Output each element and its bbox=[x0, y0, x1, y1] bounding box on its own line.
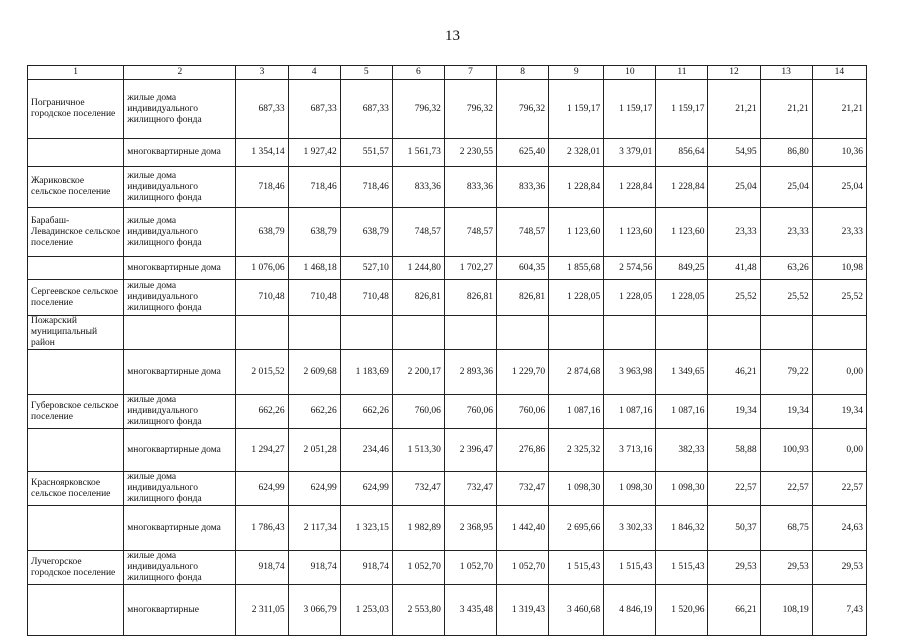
value-cell: 25,52 bbox=[708, 280, 760, 316]
value-cell: 624,99 bbox=[340, 472, 392, 506]
value-cell: 1 087,16 bbox=[656, 395, 708, 429]
value-cell: 3 302,33 bbox=[604, 506, 656, 551]
housing-type-cell: жилые дома индивидуального жилищного фонда bbox=[124, 208, 236, 257]
value-cell: 604,35 bbox=[497, 257, 549, 280]
value-cell: 25,52 bbox=[760, 280, 812, 316]
value-cell: 1 052,70 bbox=[497, 551, 549, 585]
value-cell: 1 228,84 bbox=[604, 167, 656, 208]
page-number: 13 bbox=[445, 28, 460, 44]
value-cell: 108,19 bbox=[760, 585, 812, 636]
value-cell: 748,57 bbox=[497, 208, 549, 257]
value-cell: 2 325,32 bbox=[549, 429, 604, 472]
value-cell: 760,06 bbox=[444, 395, 496, 429]
value-cell: 1 098,30 bbox=[656, 472, 708, 506]
table-row bbox=[28, 506, 867, 551]
value-cell: 29,53 bbox=[708, 551, 760, 585]
value-cell: 856,64 bbox=[656, 139, 708, 167]
value-cell bbox=[760, 316, 812, 350]
table-row bbox=[28, 80, 867, 139]
column-header: 9 bbox=[549, 66, 604, 80]
settlement-name-cell bbox=[28, 139, 124, 167]
value-cell: 1 228,84 bbox=[656, 167, 708, 208]
value-cell: 826,81 bbox=[444, 280, 496, 316]
housing-type-cell: жилые дома индивидуального жилищного фонда bbox=[124, 395, 236, 429]
value-cell: 2 609,68 bbox=[288, 350, 340, 395]
value-cell: 22,57 bbox=[708, 472, 760, 506]
table-row bbox=[28, 350, 867, 395]
value-cell: 3 713,16 bbox=[604, 429, 656, 472]
value-cell: 21,21 bbox=[812, 80, 866, 139]
table-row bbox=[28, 395, 867, 429]
value-cell: 66,21 bbox=[708, 585, 760, 636]
table-row bbox=[28, 167, 867, 208]
value-cell: 1 515,43 bbox=[549, 551, 604, 585]
value-cell: 58,88 bbox=[708, 429, 760, 472]
settlement-name-cell: Губеровское сельское поселение bbox=[28, 395, 124, 429]
value-cell: 624,99 bbox=[236, 472, 288, 506]
value-cell: 1 052,70 bbox=[444, 551, 496, 585]
value-cell: 276,86 bbox=[497, 429, 549, 472]
value-cell: 1 183,69 bbox=[340, 350, 392, 395]
value-cell bbox=[497, 316, 549, 350]
table-row bbox=[28, 208, 867, 257]
value-cell bbox=[392, 316, 444, 350]
value-cell: 918,74 bbox=[340, 551, 392, 585]
value-cell: 4 846,19 bbox=[604, 585, 656, 636]
value-cell: 918,74 bbox=[288, 551, 340, 585]
settlement-name-cell bbox=[28, 429, 124, 472]
housing-type-cell: многоквартирные дома bbox=[124, 429, 236, 472]
table-row bbox=[28, 472, 867, 506]
value-cell: 68,75 bbox=[760, 506, 812, 551]
settlement-name-cell: Барабаш-Левадинское сельское поселение bbox=[28, 208, 124, 257]
value-cell: 1 294,27 bbox=[236, 429, 288, 472]
value-cell: 710,48 bbox=[288, 280, 340, 316]
column-header: 3 bbox=[236, 66, 288, 80]
value-cell: 2 200,17 bbox=[392, 350, 444, 395]
value-cell: 234,46 bbox=[340, 429, 392, 472]
value-cell: 796,32 bbox=[497, 80, 549, 139]
value-cell: 7,43 bbox=[812, 585, 866, 636]
table-row bbox=[28, 257, 867, 280]
value-cell: 796,32 bbox=[392, 80, 444, 139]
column-header: 12 bbox=[708, 66, 760, 80]
value-cell: 1 159,17 bbox=[604, 80, 656, 139]
value-cell: 1 520,96 bbox=[656, 585, 708, 636]
value-cell: 1 354,14 bbox=[236, 139, 288, 167]
value-cell: 710,48 bbox=[340, 280, 392, 316]
column-header: 13 bbox=[760, 66, 812, 80]
value-cell: 22,57 bbox=[812, 472, 866, 506]
value-cell: 638,79 bbox=[340, 208, 392, 257]
tariff-table bbox=[27, 65, 867, 636]
value-cell: 2 893,36 bbox=[444, 350, 496, 395]
value-cell: 2 230,55 bbox=[444, 139, 496, 167]
value-cell: 25,04 bbox=[708, 167, 760, 208]
value-cell: 2 553,80 bbox=[392, 585, 444, 636]
value-cell: 1 349,65 bbox=[656, 350, 708, 395]
value-cell: 826,81 bbox=[497, 280, 549, 316]
value-cell: 1 076,06 bbox=[236, 257, 288, 280]
value-cell bbox=[236, 316, 288, 350]
value-cell bbox=[604, 316, 656, 350]
housing-type-cell: жилые дома индивидуального жилищного фонда bbox=[124, 167, 236, 208]
value-cell: 833,36 bbox=[392, 167, 444, 208]
value-cell bbox=[812, 316, 866, 350]
value-cell: 10,98 bbox=[812, 257, 866, 280]
value-cell: 732,47 bbox=[444, 472, 496, 506]
value-cell: 1 159,17 bbox=[549, 80, 604, 139]
value-cell: 25,04 bbox=[760, 167, 812, 208]
value-cell: 1 319,43 bbox=[497, 585, 549, 636]
value-cell: 796,32 bbox=[444, 80, 496, 139]
value-cell: 833,36 bbox=[497, 167, 549, 208]
settlement-name-cell bbox=[28, 585, 124, 636]
value-cell: 1 052,70 bbox=[392, 551, 444, 585]
table-row bbox=[28, 551, 867, 585]
value-cell: 3 379,01 bbox=[604, 139, 656, 167]
settlement-name-cell: Жариковское сельское поселение bbox=[28, 167, 124, 208]
table-row bbox=[28, 316, 867, 350]
value-cell: 748,57 bbox=[392, 208, 444, 257]
value-cell: 662,26 bbox=[236, 395, 288, 429]
value-cell: 3 435,48 bbox=[444, 585, 496, 636]
column-header: 14 bbox=[812, 66, 866, 80]
value-cell: 1 228,84 bbox=[549, 167, 604, 208]
housing-type-cell: многоквартирные дома bbox=[124, 350, 236, 395]
value-cell: 3 963,98 bbox=[604, 350, 656, 395]
table-row bbox=[28, 429, 867, 472]
value-cell: 25,52 bbox=[812, 280, 866, 316]
value-cell: 23,33 bbox=[760, 208, 812, 257]
value-cell: 625,40 bbox=[497, 139, 549, 167]
value-cell: 760,06 bbox=[392, 395, 444, 429]
value-cell: 86,80 bbox=[760, 139, 812, 167]
value-cell: 1 468,18 bbox=[288, 257, 340, 280]
value-cell: 826,81 bbox=[392, 280, 444, 316]
housing-type-cell: жилые дома индивидуального жилищного фонда bbox=[124, 551, 236, 585]
value-cell: 1 515,43 bbox=[656, 551, 708, 585]
value-cell bbox=[708, 316, 760, 350]
table-row bbox=[28, 280, 867, 316]
column-number-row bbox=[28, 66, 867, 80]
housing-type-cell: многоквартирные дома bbox=[124, 139, 236, 167]
value-cell: 1 561,73 bbox=[392, 139, 444, 167]
value-cell: 24,63 bbox=[812, 506, 866, 551]
value-cell: 849,25 bbox=[656, 257, 708, 280]
value-cell: 551,57 bbox=[340, 139, 392, 167]
column-header: 1 bbox=[28, 66, 124, 80]
settlement-name-cell: Сергеевское сельское поселение bbox=[28, 280, 124, 316]
value-cell bbox=[288, 316, 340, 350]
value-cell: 1 228,05 bbox=[656, 280, 708, 316]
value-cell: 19,34 bbox=[708, 395, 760, 429]
value-cell: 1 253,03 bbox=[340, 585, 392, 636]
settlement-name-cell bbox=[28, 257, 124, 280]
column-header: 11 bbox=[656, 66, 708, 80]
value-cell: 1 123,60 bbox=[549, 208, 604, 257]
value-cell: 1 244,80 bbox=[392, 257, 444, 280]
value-cell: 2 874,68 bbox=[549, 350, 604, 395]
table-row bbox=[28, 585, 867, 636]
column-header: 5 bbox=[340, 66, 392, 80]
value-cell: 2 311,05 bbox=[236, 585, 288, 636]
value-cell: 2 695,66 bbox=[549, 506, 604, 551]
housing-type-cell: жилые дома индивидуального жилищного фонда bbox=[124, 280, 236, 316]
value-cell: 1 123,60 bbox=[604, 208, 656, 257]
column-header: 4 bbox=[288, 66, 340, 80]
value-cell: 1 786,43 bbox=[236, 506, 288, 551]
value-cell: 100,93 bbox=[760, 429, 812, 472]
housing-type-cell: многоквартирные bbox=[124, 585, 236, 636]
housing-type-cell: жилые дома индивидуального жилищного фонда bbox=[124, 80, 236, 139]
housing-type-cell bbox=[124, 316, 236, 350]
column-header: 2 bbox=[124, 66, 236, 80]
value-cell: 2 396,47 bbox=[444, 429, 496, 472]
settlement-name-cell: Пограничное городское поселение bbox=[28, 80, 124, 139]
value-cell: 63,26 bbox=[760, 257, 812, 280]
value-cell: 382,33 bbox=[656, 429, 708, 472]
column-header: 10 bbox=[604, 66, 656, 80]
value-cell: 25,04 bbox=[812, 167, 866, 208]
settlement-name-cell: Пожарский муниципальный район bbox=[28, 316, 124, 350]
value-cell: 79,22 bbox=[760, 350, 812, 395]
value-cell: 0,00 bbox=[812, 429, 866, 472]
value-cell: 29,53 bbox=[760, 551, 812, 585]
value-cell: 710,48 bbox=[236, 280, 288, 316]
value-cell: 3 460,68 bbox=[549, 585, 604, 636]
value-cell: 718,46 bbox=[236, 167, 288, 208]
housing-type-cell: жилые дома индивидуального жилищного фонда bbox=[124, 472, 236, 506]
value-cell: 624,99 bbox=[288, 472, 340, 506]
value-cell bbox=[549, 316, 604, 350]
settlement-name-cell: Лучегорское городское поселение bbox=[28, 551, 124, 585]
value-cell: 1 229,70 bbox=[497, 350, 549, 395]
value-cell: 1 442,40 bbox=[497, 506, 549, 551]
value-cell: 1 159,17 bbox=[656, 80, 708, 139]
value-cell: 1 846,32 bbox=[656, 506, 708, 551]
value-cell: 23,33 bbox=[708, 208, 760, 257]
table-row bbox=[28, 139, 867, 167]
value-cell: 2 368,95 bbox=[444, 506, 496, 551]
housing-type-cell: многоквартирные дома bbox=[124, 257, 236, 280]
value-cell: 1 927,42 bbox=[288, 139, 340, 167]
column-header: 7 bbox=[444, 66, 496, 80]
settlement-name-cell bbox=[28, 350, 124, 395]
value-cell: 687,33 bbox=[340, 80, 392, 139]
value-cell: 662,26 bbox=[340, 395, 392, 429]
value-cell: 54,95 bbox=[708, 139, 760, 167]
value-cell: 19,34 bbox=[812, 395, 866, 429]
value-cell: 1 098,30 bbox=[604, 472, 656, 506]
value-cell: 1 228,05 bbox=[604, 280, 656, 316]
value-cell: 3 066,79 bbox=[288, 585, 340, 636]
value-cell: 732,47 bbox=[392, 472, 444, 506]
column-header: 8 bbox=[497, 66, 549, 80]
value-cell: 1 702,27 bbox=[444, 257, 496, 280]
value-cell: 662,26 bbox=[288, 395, 340, 429]
value-cell: 10,36 bbox=[812, 139, 866, 167]
value-cell: 46,21 bbox=[708, 350, 760, 395]
value-cell: 687,33 bbox=[236, 80, 288, 139]
value-cell: 50,37 bbox=[708, 506, 760, 551]
value-cell: 2 574,56 bbox=[604, 257, 656, 280]
value-cell: 22,57 bbox=[760, 472, 812, 506]
value-cell: 1 087,16 bbox=[549, 395, 604, 429]
value-cell: 19,34 bbox=[760, 395, 812, 429]
value-cell: 23,33 bbox=[812, 208, 866, 257]
value-cell: 760,06 bbox=[497, 395, 549, 429]
value-cell: 2 328,01 bbox=[549, 139, 604, 167]
value-cell: 527,10 bbox=[340, 257, 392, 280]
value-cell: 1 098,30 bbox=[549, 472, 604, 506]
settlement-name-cell: Красноярковское сельское поселение bbox=[28, 472, 124, 506]
value-cell bbox=[444, 316, 496, 350]
value-cell: 1 855,68 bbox=[549, 257, 604, 280]
value-cell: 1 087,16 bbox=[604, 395, 656, 429]
value-cell: 1 323,15 bbox=[340, 506, 392, 551]
value-cell: 29,53 bbox=[812, 551, 866, 585]
settlement-name-cell bbox=[28, 506, 124, 551]
value-cell: 1 228,05 bbox=[549, 280, 604, 316]
value-cell: 833,36 bbox=[444, 167, 496, 208]
value-cell: 1 515,43 bbox=[604, 551, 656, 585]
column-header: 6 bbox=[392, 66, 444, 80]
value-cell: 918,74 bbox=[236, 551, 288, 585]
value-cell: 0,00 bbox=[812, 350, 866, 395]
value-cell: 21,21 bbox=[708, 80, 760, 139]
value-cell: 687,33 bbox=[288, 80, 340, 139]
value-cell: 718,46 bbox=[288, 167, 340, 208]
value-cell: 2 117,34 bbox=[288, 506, 340, 551]
value-cell: 2 051,28 bbox=[288, 429, 340, 472]
value-cell: 732,47 bbox=[497, 472, 549, 506]
value-cell: 638,79 bbox=[288, 208, 340, 257]
value-cell: 718,46 bbox=[340, 167, 392, 208]
value-cell bbox=[340, 316, 392, 350]
value-cell bbox=[656, 316, 708, 350]
value-cell: 638,79 bbox=[236, 208, 288, 257]
value-cell: 748,57 bbox=[444, 208, 496, 257]
housing-type-cell: многоквартирные дома bbox=[124, 506, 236, 551]
value-cell: 2 015,52 bbox=[236, 350, 288, 395]
value-cell: 41,48 bbox=[708, 257, 760, 280]
value-cell: 1 982,89 bbox=[392, 506, 444, 551]
value-cell: 1 123,60 bbox=[656, 208, 708, 257]
value-cell: 1 513,30 bbox=[392, 429, 444, 472]
value-cell: 21,21 bbox=[760, 80, 812, 139]
